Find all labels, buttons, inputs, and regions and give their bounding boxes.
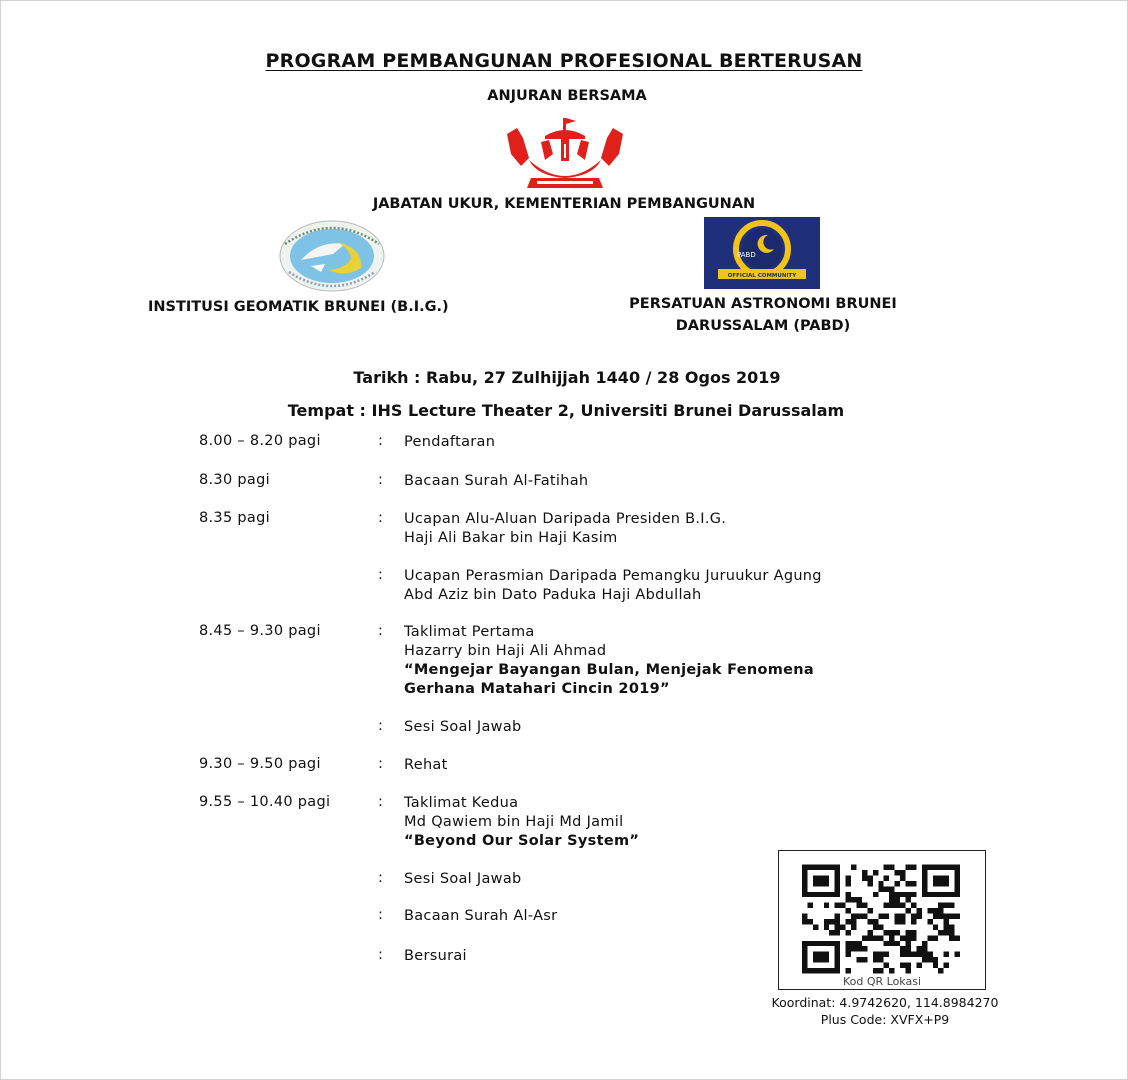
schedule-line: Bacaan Surah Al-Fatihah [404,473,589,489]
schedule-separator: : [378,510,384,526]
schedule-item [404,718,964,737]
schedule-line: Bersurai [404,948,467,964]
schedule-line: Taklimat Pertama [404,624,535,640]
schedule-separator: : [378,472,384,488]
schedule-item [404,510,964,548]
qr-code-icon [802,864,960,974]
talk-title-line: “Beyond Our Solar System” [404,833,640,849]
schedule-separator: : [378,947,384,963]
organizer-big: INSTITUSI GEOMATIK BRUNEI (B.I.G.) [148,299,449,315]
schedule-line: Md Qawiem bin Haji Md Jamil [404,814,624,830]
schedule-time: 8.00 – 8.20 pagi [199,433,321,449]
schedule-time: 8.45 – 9.30 pagi [199,623,321,639]
schedule-separator: : [378,870,384,886]
schedule-line: Sesi Soal Jawab [404,871,522,887]
schedule-line: Pendaftaran [404,434,496,450]
schedule-time: 9.55 – 10.40 pagi [199,794,331,810]
schedule-separator: : [378,623,384,639]
brunei-crest-logo [501,114,629,194]
big-logo [271,214,393,294]
schedule-item [404,623,964,699]
location-info [720,994,1050,1028]
schedule-time: 8.35 pagi [199,510,270,526]
schedule-separator: : [378,756,384,772]
schedule-line: Sesi Soal Jawab [404,719,522,735]
organizer-pabd-line2: DARUSSALAM (PABD) [675,318,851,334]
page-title: PROGRAM PEMBANGUNAN PROFESIONAL BERTERUSAN [265,50,863,72]
qr-caption: Kod QR Lokasi [842,975,922,988]
talk-title-line: “Mengejar Bayangan Bulan, Menjejak Fenomena [404,662,814,678]
schedule-separator: : [378,907,384,923]
schedule-item [404,794,964,851]
schedule-line: Rehat [404,757,448,773]
schedule-line: Hazarry bin Haji Ali Ahmad [404,643,607,659]
organizer-pabd [578,293,948,337]
schedule-line: Bacaan Surah Al-Asr [404,908,558,924]
subtitle: ANJURAN BERSAMA [487,88,647,104]
event-date: Tarikh : Rabu, 27 Zulhijjah 1440 / 28 Ogos 2019 [353,368,781,387]
plus-code: Plus Code: XVFX+P9 [820,1012,950,1027]
schedule-line: Ucapan Alu-Aluan Daripada Presiden B.I.G. [404,511,727,527]
event-venue: Tempat : IHS Lecture Theater 2, Universiti Brunei Darussalam [287,401,845,420]
schedule-time: 8.30 pagi [199,472,270,488]
department-name: JABATAN UKUR, KEMENTERIAN PEMBANGUNAN [372,196,756,212]
schedule-separator: : [378,794,384,810]
talk-title-line: Gerhana Matahari Cincin 2019” [404,681,670,697]
schedule-separator: : [378,567,384,583]
schedule-time: 9.30 – 9.50 pagi [199,756,321,772]
coordinates: Koordinat: 4.9742620, 114.8984270 [771,995,999,1010]
schedule-line: Abd Aziz bin Dato Paduka Haji Abdullah [404,587,702,603]
pabd-logo [704,217,820,289]
schedule-line: Taklimat Kedua [404,795,519,811]
schedule-item [404,433,964,452]
schedule-line: Haji Ali Bakar bin Haji Kasim [404,530,618,546]
schedule-line: Ucapan Perasmian Daripada Pemangku Juruukur Agung [404,568,822,584]
schedule-separator: : [378,433,384,449]
qr-code-box [778,850,986,990]
schedule-separator: : [378,718,384,734]
organizer-pabd-line1: PERSATUAN ASTRONOMI BRUNEI [629,296,897,312]
schedule-item [404,756,964,775]
schedule-item [404,472,964,491]
pabd-logo-text: PABD [737,251,756,259]
pabd-logo-subtext: OFFICIAL COMMUNITY [727,273,797,279]
schedule-item [404,567,964,605]
